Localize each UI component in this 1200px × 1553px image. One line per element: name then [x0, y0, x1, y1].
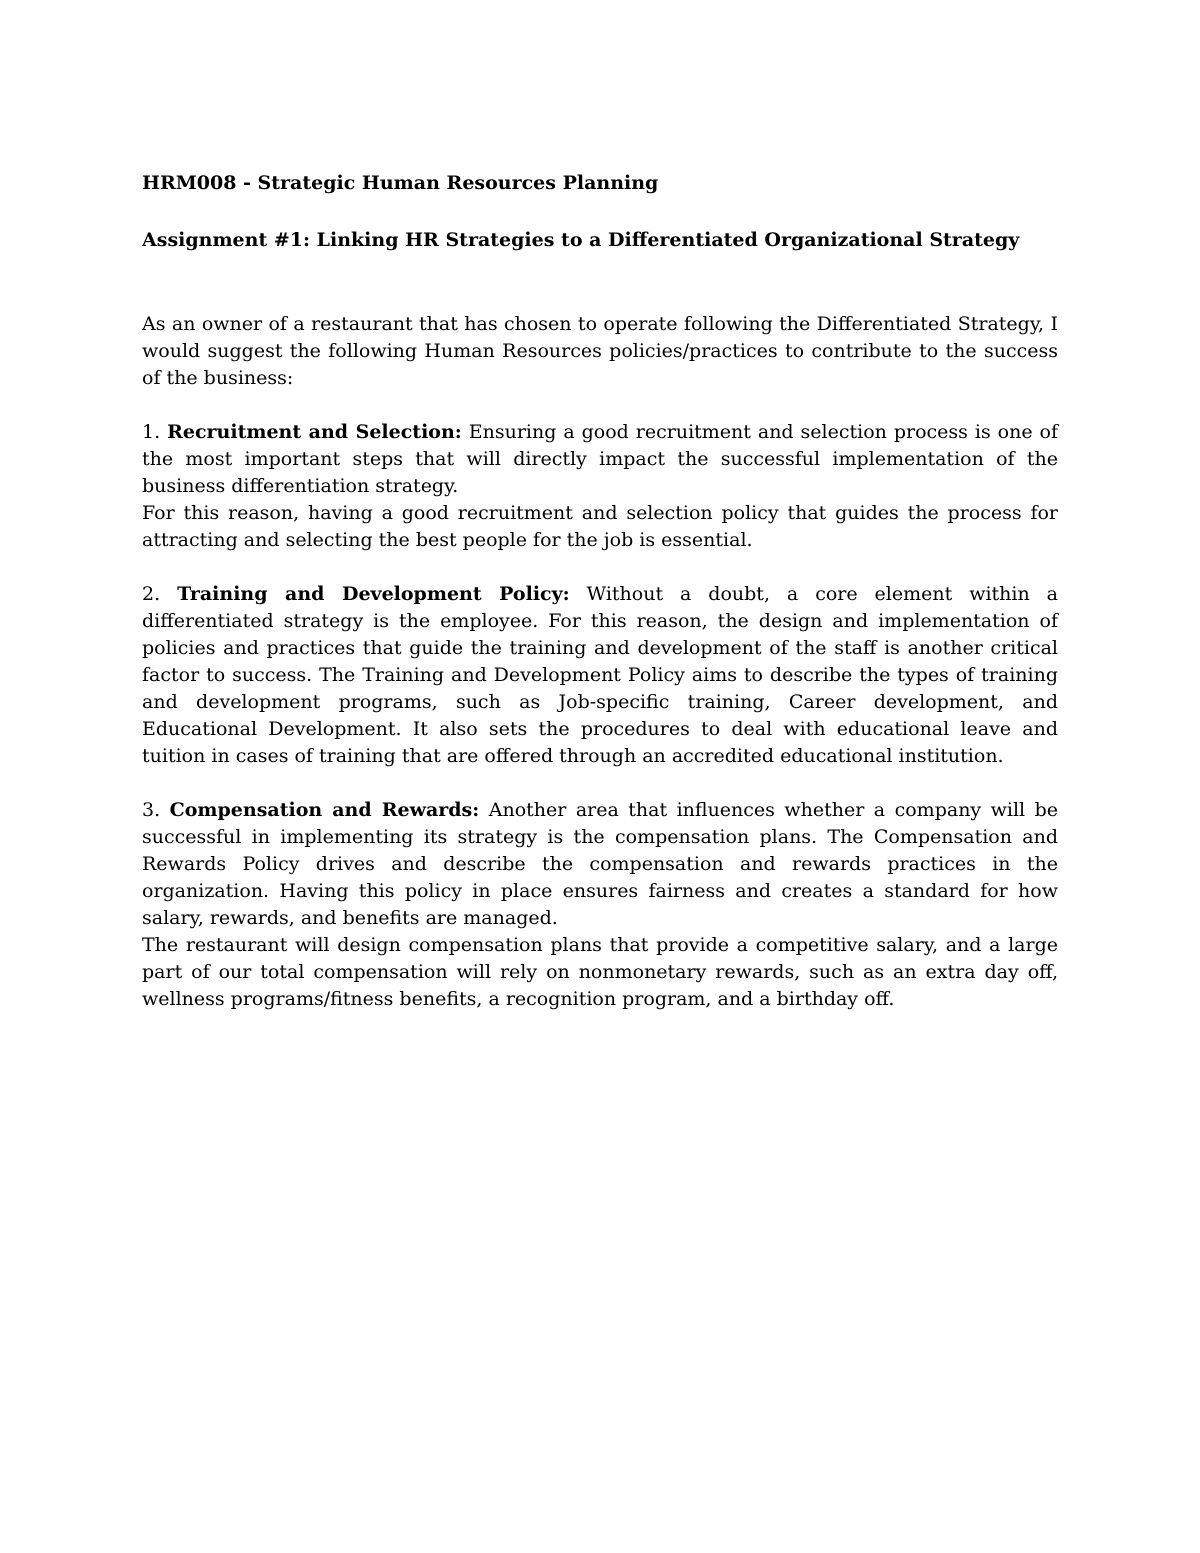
- section-training: [142, 581, 1058, 770]
- section-text-continued: The restaurant will design compensation plans that provide a competitive salary, and a large part of our total compensation will rely on nonmonetary rewards, such as an extra day off, wellness programs/fitness benefits, a recognition program, and a birthday off.: [142, 934, 1058, 1010]
- section-text: Without a doubt, a core element within a differentiated strategy is the employee. For this reason, the design and implementation of policies and practices that guide the training and development of the staff is another critical factor to success. The Training and Development Policy aims to describe the types of training and development programs, such as Job-specific training, Career development, and Educational Development. It also sets the procedures to deal with educational leave and tuition in cases of training that are offered through an accredited educational institution.: [142, 583, 1058, 767]
- course-title: HRM008 - Strategic Human Resources Planning: [142, 172, 659, 194]
- section-text: Another area that influences whether a company will be successful in implementing its strategy is the compensation plans. The Compensation and Rewards Policy drives and describe the compensation and rewards practices in the organization. Having this policy in place ensures fairness and creates a standard for how salary, rewards, and benefits are managed.: [142, 799, 1059, 929]
- intro-paragraph: As an owner of a restaurant that has chosen to operate following the Differentiated Strategy, I would suggest the following Human Resources policies/practices to contribute to the success of the business:: [142, 313, 1058, 389]
- document-body: [142, 170, 1058, 1013]
- section-number: 2.: [142, 583, 161, 605]
- section-number: 1.: [142, 421, 161, 443]
- section-heading: Compensation and Rewards:: [169, 799, 480, 821]
- section-number: 3.: [142, 799, 161, 821]
- section-heading: Recruitment and Selection:: [167, 421, 462, 443]
- assignment-title: Assignment #1: Linking HR Strategies to a Differentiated Organizational Strategy: [142, 229, 1020, 251]
- section-heading: Training and Development Policy:: [177, 583, 570, 605]
- section-compensation: [142, 797, 1058, 1013]
- section-text-continued: For this reason, having a good recruitment and selection policy that guides the process for attracting and selecting the best people for the job is essential.: [142, 502, 1058, 551]
- section-text: Ensuring a good recruitment and selection process is one of the most important steps that will directly impact the successful implementation of the business differentiation strategy.: [142, 421, 1058, 497]
- section-recruitment: [142, 419, 1058, 554]
